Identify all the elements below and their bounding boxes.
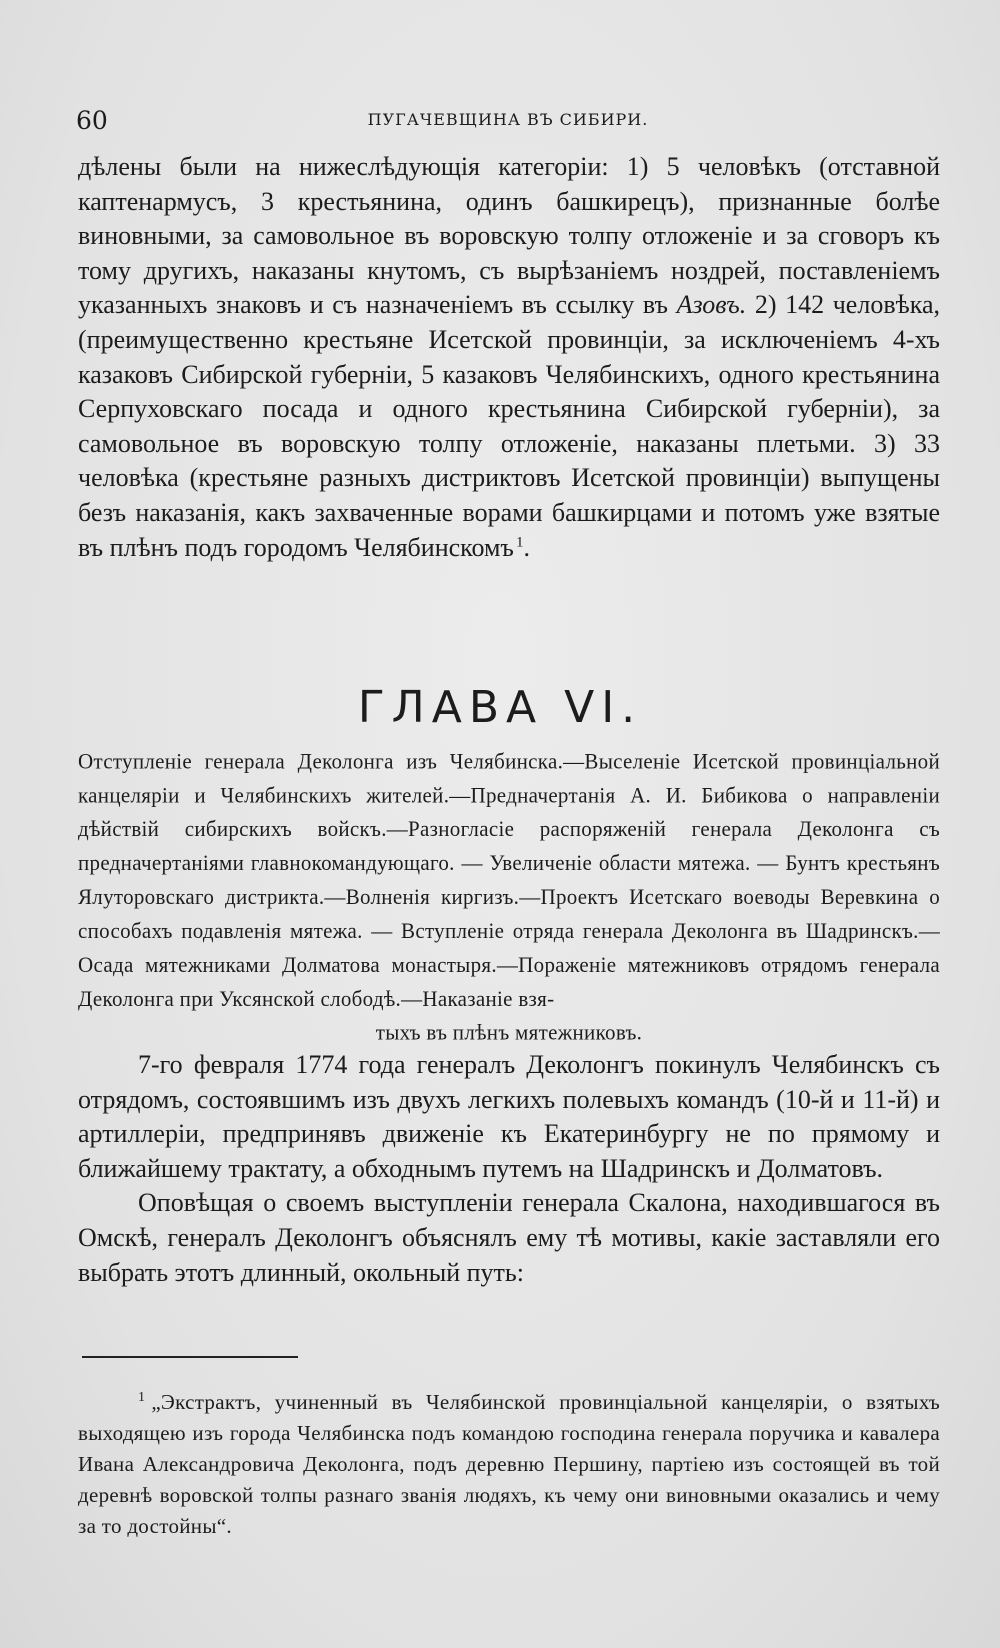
footnote-text: „Экстрактъ, учиненный въ Челябинской провинціальной канцеляріи, о взятыхъ выходящею изъ города Челябинска подъ командою господина генерала поручика и кавалера Ивана Александровича Деколонга, подъ деревню Першину, партіею изъ состоящей въ той деревнѣ воровской толпы разнаго званія людяхъ, къ чему они виновными оказались и чему за то достойны“. — [78, 1390, 940, 1538]
chapter-title: ГЛАВА VI. — [357, 682, 643, 733]
chapter-summary-text: Отступленіе генерала Деколонга изъ Челябинска.—Выселеніе Исетской провинціальной канцеляріи и Челябинскихъ жителей.—Предначертанія А. И. Бибикова о направленіи дѣйствій сибирскихъ войскъ.—Разногласіе распоряженій генерала Деколонга съ предначертаніями главнокомандующаго. — Увеличеніе области мятежа. — Бунтъ крестьянъ Ялуторовскаго дистрикта.—Волненія киргизъ.—Проектъ Исетскаго воеводы Веревкина о способахъ подавленія мятежа. — Вступленіе отряда генерала Деколонга въ Шадринскъ.—Осада мятежниками Долматова монастыря.—Пораженіе мятежниковъ отрядомъ генерала Деколонга при Уксянской слободѣ.—Наказаніе взя- — [78, 748, 940, 1012]
chapter-body — [78, 1048, 940, 1290]
top-paragraph-text-a: дѣлены были на нижеслѣдующія категоріи: 1) 5 человѣкъ (отставной каптенармусъ, 3 крестьянина, одинъ башкирецъ), признанные болѣе виновными, за самовольное въ воровскую толпу отложеніе и за сговоръ къ тому другихъ, наказаны кнутомъ, съ вырѣзаніемъ ноздрей, поставленіемъ указанныхъ знаковъ и съ назначеніемъ въ ссылку въ — [78, 152, 940, 320]
page-number: 60 — [76, 106, 108, 135]
footnote-divider — [82, 1356, 298, 1358]
chapter-summary — [78, 744, 940, 1049]
top-paragraph-text-c: . — [523, 532, 531, 562]
body-paragraph: Оповѣщая о своемъ выступленіи генерала Скалона, находившагося въ Омскѣ, генералъ Деколонгъ объяснялъ ему тѣ мотивы, какіе заставляли его выбрать этотъ длинный, окольный путь: — [78, 1188, 940, 1287]
footnote — [78, 1382, 940, 1542]
footnote-mark: 1 — [138, 1390, 146, 1405]
body-paragraph: 7-го февраля 1774 года генералъ Деколонгъ покинулъ Челябинскъ съ отрядомъ, состоявшимъ изъ двухъ легкихъ полевыхъ командъ (10-й и 11-й) и артиллеріи, предпринявъ движеніе къ Екатеринбургу не по прямому и ближайшему трактату, а обходнымъ путемъ на Шадринскъ и Долматовъ. — [78, 1050, 940, 1183]
top-paragraph-italic-word: Азовъ. — [676, 290, 747, 320]
top-paragraph — [78, 150, 940, 565]
chapter-summary-last-line: тыхъ въ плѣнъ мятежниковъ. — [375, 1019, 643, 1046]
page-header — [76, 106, 940, 140]
running-title: ПУГАЧЕВЩИНА ВЪ СИБИРИ. — [367, 110, 649, 129]
top-paragraph-text-b: 2) 142 человѣка, (преимущественно крестьяне Исетской провинціи, за исключеніемъ 4-хъ казаковъ Сибирской губерніи, 5 казаковъ Челябинскихъ, одного крестьянина Серпуховскаго посада и одного крестьянина Сибирской губерніи), за самовольное въ воровскую толпу отложеніе, наказаны плетьми. 3) 33 человѣка (крестьяне разныхъ дистриктовъ Исетской провинціи) выпущены безъ наказанія, какъ захваченные ворами башкирцами и потомъ уже взятые въ плѣнъ подъ городомъ Челябинскомъ — [78, 290, 940, 562]
footnote-reference: 1 — [516, 533, 524, 550]
